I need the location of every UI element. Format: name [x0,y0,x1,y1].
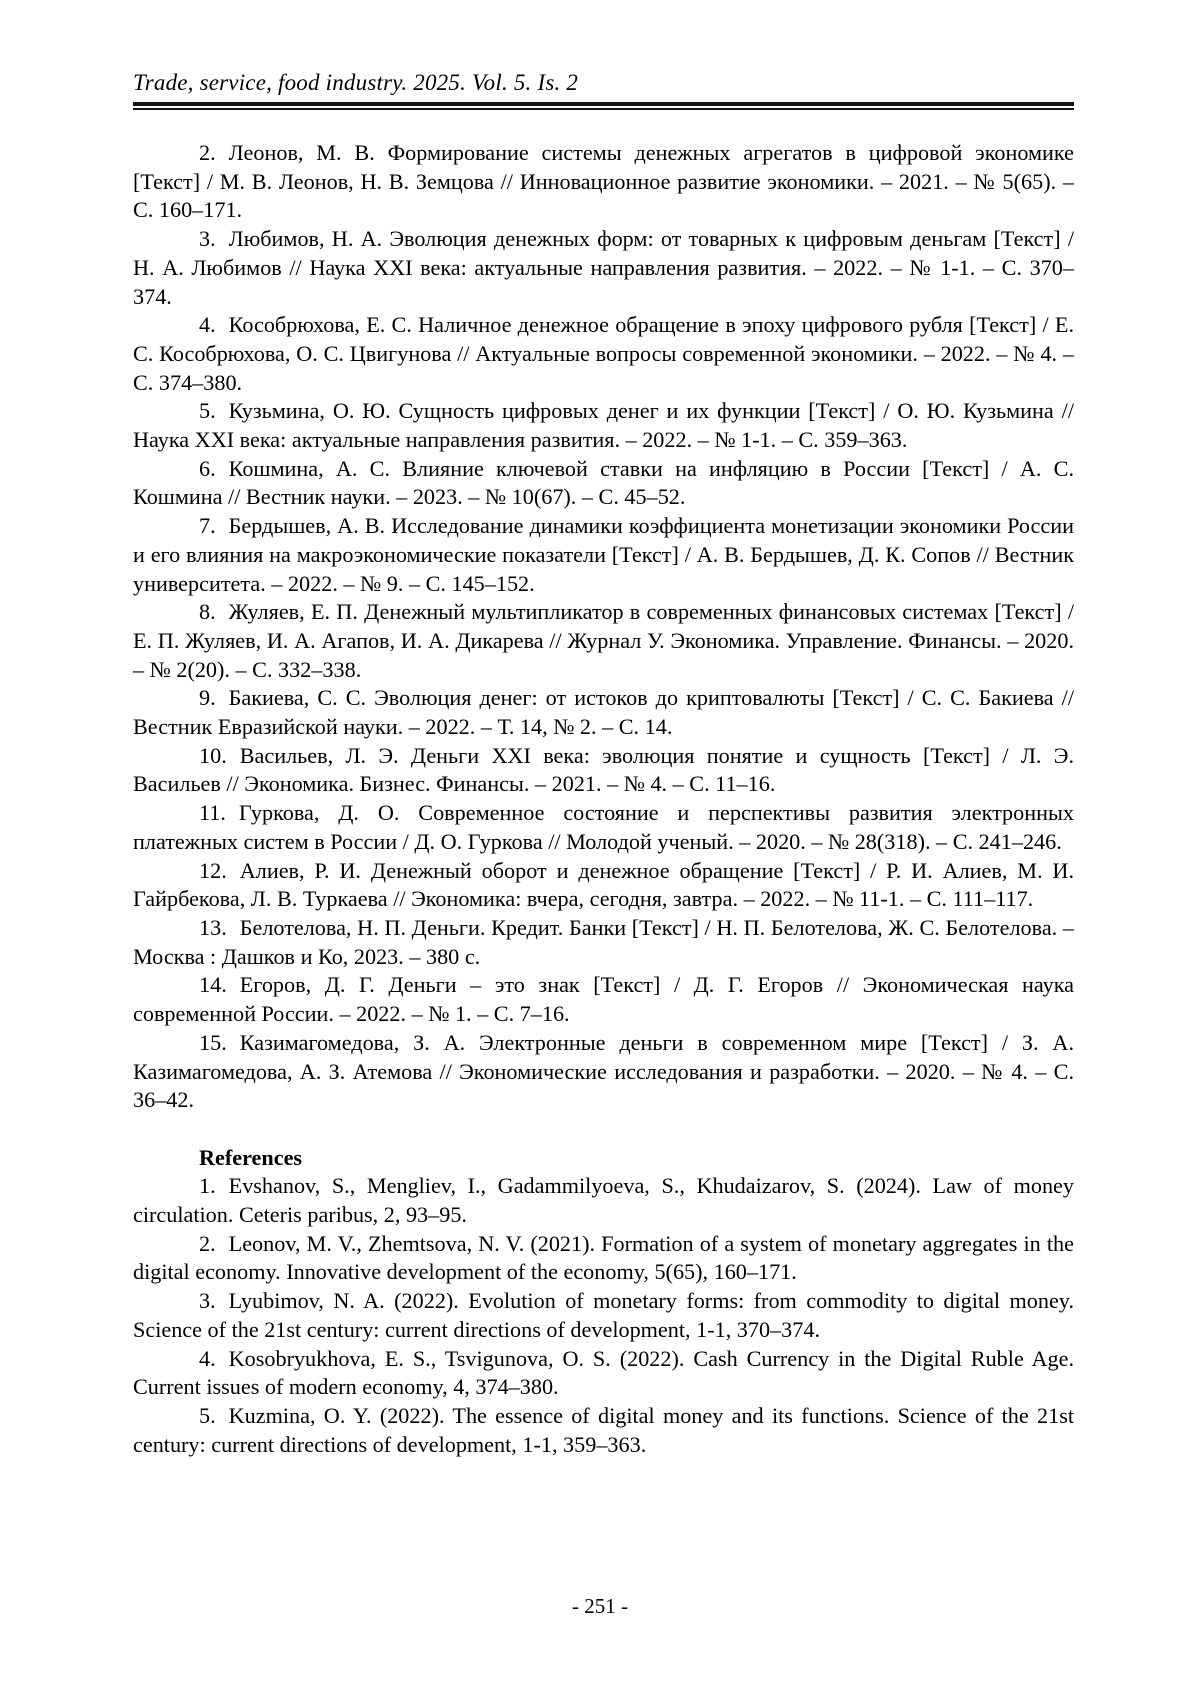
bibliography-item [133,598,1074,684]
reference-text: Lyubimov, N. A. (2022). Evolution of monetary forms: from commodity to digital money. Science of the 21st century: current directions of development, 1-1, 370–374. [133,1288,1074,1342]
reference-text: Жуляев, Е. П. Денежный мультипликатор в современных финансовых системах [Текст] / Е. П. Жуляев, И. А. Агапов, И. А. Дикарева // Журнал У. Экономика. Управление. Финансы. – 2020. – № 2(20). – С. 332–338. [133,599,1074,682]
reference-number: 2. [199,1230,216,1256]
page-content [133,70,1074,1459]
reference-item [133,1230,1074,1287]
reference-number: 12. [199,857,227,883]
reference-text: Белотелова, Н. П. Деньги. Кредит. Банки [Текст] / Н. П. Белотелова, Ж. С. Белотелова. – Москва : Дашков и Ко, 2023. – 380 с. [133,914,1074,969]
header-rule [133,102,1074,110]
reference-item [133,1402,1074,1459]
reference-text: Бердышев, А. В. Исследование динамики коэффициента монетизации экономики России и его влияния на макроэкономические показатели [Текст] / А. В. Бердышев, Д. К. Сопов // Вестник университета. – 2022. – № 9. – С. 145–152. [133,513,1074,596]
reference-text: Васильев, Л. Э. Деньги XXI века: эволюция понятие и сущность [Текст] / Л. Э. Васильев // Экономика. Бизнес. Финансы. – 2021. – № 4. – С. 11–16. [133,742,1074,797]
bibliography-item [133,799,1074,856]
bibliography-item [133,971,1074,1028]
reference-item [133,1287,1074,1344]
reference-text: Кособрюхова, Е. С. Наличное денежное обращение в эпоху цифрового рубля [Текст] / Е. С. Кособрюхова, О. С. Цвигунова // Актуальные вопросы современной экономики. – 2022. – № 4. – С. 374–380. [133,312,1074,395]
reference-number: 14. [199,972,227,998]
reference-number: 15. [199,1029,227,1055]
reference-number: 5. [199,398,216,424]
bibliography-item [133,914,1074,971]
bibliography-item [133,1029,1074,1115]
journal-running-head: Trade, service, food industry. 2025. Vol. 5. Is. 2 [133,70,579,95]
reference-number: 9. [199,685,216,711]
reference-number: 3. [199,226,216,252]
reference-number: 1. [199,1173,216,1199]
reference-text: Leonov, M. V., Zhemtsova, N. V. (2021). Formation of a system of monetary aggregates in the digital economy. Innovative development of the economy, 5(65), 160–171. [133,1230,1074,1285]
bibliography-item [133,684,1074,741]
reference-number: 10. [199,742,227,768]
reference-text: Кошмина, А. С. Влияние ключевой ставки на инфляцию в России [Текст] / А. С. Кошмина // Вестник науки. – 2023. – № 10(67). – С. 45–52. [133,455,1074,510]
reference-number: 13. [199,914,227,940]
reference-text: Алиев, Р. И. Денежный оборот и денежное обращение [Текст] / Р. И. Алиев, М. И. Гайрбекова, Л. В. Туркаева // Экономика: вчера, сегодня, завтра. – 2022. – № 11-1. – С. 111–117. [133,857,1074,912]
reference-text: Бакиева, С. С. Эволюция денег: от истоков до криптовалюты [Текст] / С. С. Бакиева // Вестник Евразийской науки. – 2022. – Т. 14, № 2. – С. 14. [133,685,1074,740]
reference-text: Казимагомедова, З. А. Электронные деньги в современном мире [Текст] / З. А. Казимагомедова, А. З. Атемова // Экономические исследования и разработки. – 2020. – № 4. – С. 36–42. [133,1029,1074,1113]
references-heading: References [199,1144,303,1170]
reference-number: 8. [199,599,216,625]
reference-item [133,1345,1074,1402]
reference-text: Егоров, Д. Г. Деньги – это знак [Текст] / Д. Г. Егоров // Экономическая наука современной России. – 2022. – № 1. – С. 7–16. [133,972,1074,1027]
bibliography-item [133,512,1074,598]
reference-number: 4. [199,312,216,338]
reference-number: 5. [199,1402,216,1428]
reference-text: Kuzmina, O. Y. (2022). The essence of digital money and its functions. Science of the 21st century: current directions of development, 1-1, 359–363. [133,1402,1074,1457]
reference-text: Любимов, Н. А. Эволюция денежных форм: от товарных к цифровым деньгам [Текст] / Н. А. Любимов // Наука XXI века: актуальные направления развития. – 2022. – № 1-1. – С. 370–374. [133,226,1074,309]
reference-number: 7. [199,513,216,539]
reference-text: Kosobryukhova, E. S., Tsvigunova, O. S. (2022). Cash Currency in the Digital Ruble Age. Current issues of modern economy, 4, 374–380. [133,1345,1074,1400]
bibliography-item [133,857,1074,914]
reference-number: 3. [199,1288,216,1314]
bibliography-item [133,742,1074,799]
bibliography-item [133,311,1074,397]
page-header [133,70,1074,110]
reference-number: 4. [199,1345,216,1371]
reference-number: 2. [199,140,216,165]
reference-item [133,1172,1074,1229]
bibliography-item [133,397,1074,454]
reference-number: 6. [199,455,216,481]
bibliography-item [133,139,1074,225]
page-number: - 251 - [572,1594,628,1618]
bibliography-item [133,225,1074,311]
page-footer [0,1594,1200,1619]
reference-text: Гуркова, Д. О. Современное состояние и перспективы развития электронных платежных систем в России / Д. О. Гуркова // Молодой ученый. – 2020. – № 28(318). – С. 241–246. [133,800,1074,854]
reference-text: Кузьмина, О. Ю. Сущность цифровых денег и их функции [Текст] / О. Ю. Кузьмина // Наука XXI века: актуальные направления развития. – 2022. – № 1-1. – С. 359–363. [133,398,1074,453]
reference-text: Evshanov, S., Mengliev, I., Gadammilyoeva, S., Khudaizarov, S. (2024). Law of money circulation. Ceteris paribus, 2, 93–95. [133,1173,1074,1227]
reference-number: 11. [199,800,226,826]
reference-text: Леонов, М. В. Формирование системы денежных агрегатов в цифровой экономике [Текст] / М. В. Леонов, Н. В. Земцова // Инновационное развитие экономики. – 2021. – № 5(65). – С. 160–171. [133,140,1074,223]
references-body [133,139,1074,1459]
bibliography-item [133,455,1074,512]
